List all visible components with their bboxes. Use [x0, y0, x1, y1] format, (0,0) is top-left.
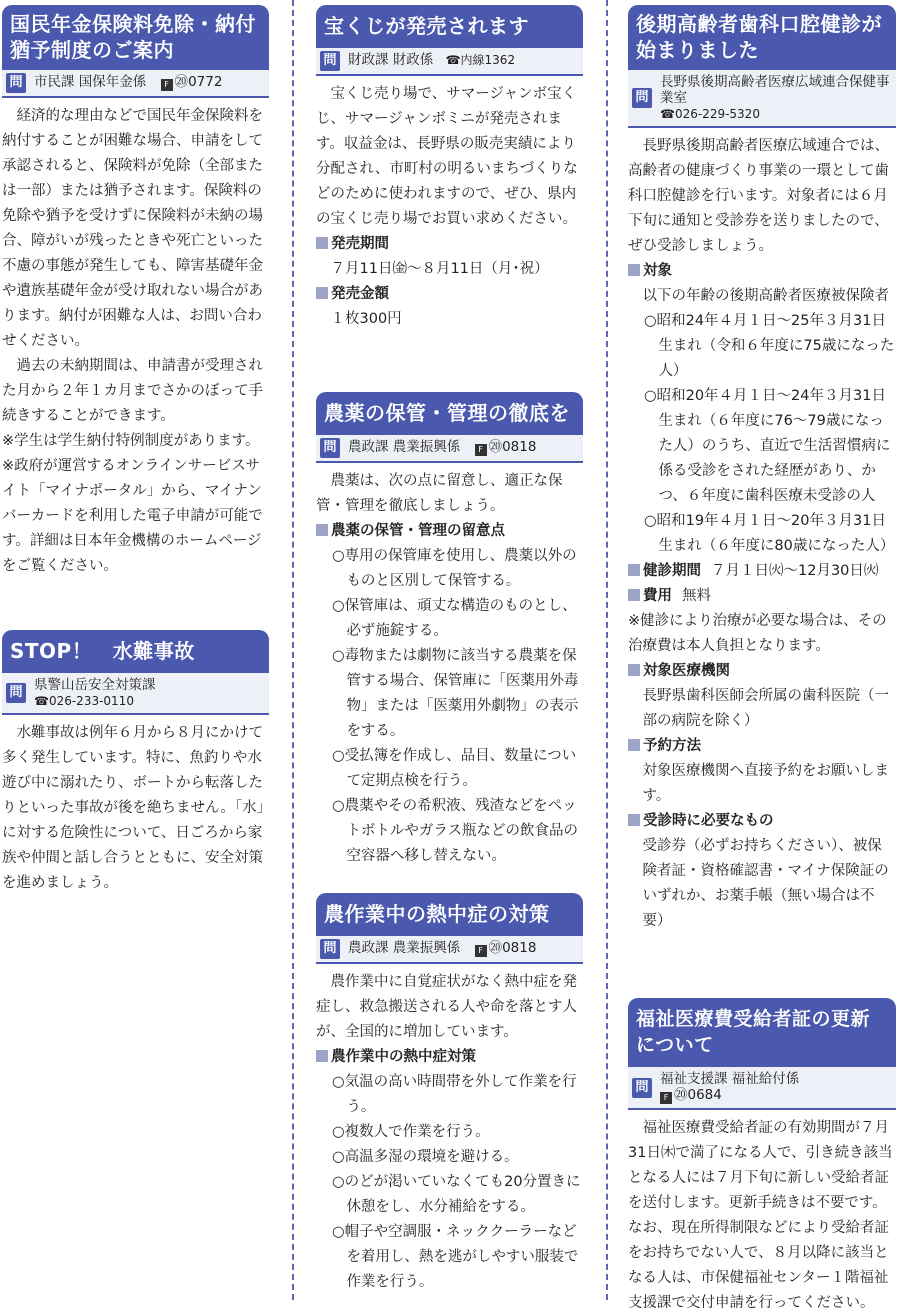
- extension-number: ⑳0772: [174, 74, 223, 90]
- article-body: [628, 1110, 896, 1316]
- list-item: ○保管庫は、頑丈な構造のものとし、必ず施錠する。: [331, 598, 577, 639]
- department-name: 長野県後期高齢者医療広域連合保健事業室: [660, 74, 890, 106]
- checkup-period: ７月１日㈫～12月30日㈫: [711, 563, 879, 579]
- article-body: [628, 128, 896, 934]
- list-item: ○専用の保管庫を使用し、農薬以外のものと区別して保管する。: [331, 548, 577, 589]
- paragraph: 農作業中に自覚症状がなく熱中症を発症し、救急搬送される人や命を落とす人が、全国的に増加しています。: [316, 974, 577, 1040]
- paragraph: 福祉医療費受給者証の有効期間が７月31日㈭で満了になる人で、引き続き該当となる人には７月下旬に新しい受給者証を送付します。更新手続きは不要です。なお、現在所得制限などにより受給者証をお持ちでない人で、８月以降に該当となる人は、市保健福祉センター１階福祉支援課で交付申請を行ってください。: [628, 1120, 893, 1311]
- contact-bar: [628, 1067, 896, 1110]
- article-pesticide: [316, 392, 583, 869]
- article-title: 宝くじが発売されます: [316, 5, 583, 48]
- subheading-label: 健診期間: [643, 563, 701, 579]
- list-item: ○昭和24年４月１日～25年３月31日生まれ（令和６年度に75歳になった人）: [643, 313, 895, 379]
- phone-number: ☎内線1362: [445, 53, 516, 67]
- subheading-label: 費用: [643, 588, 672, 604]
- subheading: 農薬の保管・管理の留意点: [316, 519, 583, 544]
- column-1: [2, 0, 269, 1300]
- note: ※健診により治療が必要な場合は、その治療費は本人負担となります。: [628, 613, 887, 654]
- fax-icon: F: [161, 79, 173, 91]
- inquiry-icon: 問: [320, 51, 340, 71]
- fax-icon: F: [660, 1092, 672, 1104]
- article-title: 農薬の保管・管理の徹底を: [316, 392, 583, 435]
- column-divider: [606, 0, 608, 1300]
- extension-number: ⑳0818: [488, 439, 537, 455]
- phone-number: ☎026-229-5320: [660, 107, 760, 121]
- article-title: 農作業中の熱中症の対策: [316, 893, 583, 936]
- article-water-accident: [2, 630, 269, 896]
- subheading: 農作業中の熱中症対策: [316, 1045, 583, 1070]
- note: ※学生は学生納付特例制度があります。: [2, 433, 260, 449]
- list-item: ○農薬やその希釈液、残渣などをペットボトルやガラス瓶などの飲食品の空容器へ移し替えない。: [331, 798, 579, 864]
- paragraph: 長野県後期高齢者医療広域連合では、高齢者の健康づくり事業の一環として歯科口腔健診を行います。対象者には６月下旬に通知と受診券を送りましたので、ぜひ受診しましょう。: [628, 138, 889, 254]
- department-name: 県警山岳安全対策課: [34, 677, 156, 693]
- institutions: 長野県歯科医師会所属の歯科医院（一部の病院を除く）: [642, 688, 889, 729]
- paragraph: 宝くじ売り場で、サマージャンボ宝くじ、サマージャンボミニが発売されます。収益金は、長野県の販売実績により分配され、市町村の明るいまちづくりなどのために使われますので、ぜひ、県内の宝くじ売り場でお買い求めください。: [316, 86, 578, 227]
- subheading: 対象医療機関: [628, 659, 896, 684]
- subheading: [628, 559, 896, 584]
- reservation: 対象医療機関へ直接予約をお願いします。: [642, 763, 889, 804]
- subheading: 受診時に必要なもの: [628, 809, 896, 834]
- phone-number: ☎026-233-0110: [34, 694, 134, 708]
- contact-bar: [316, 936, 583, 964]
- list-item: ○昭和20年４月１日～24年３月31日生まれ（６年度に76～79歳になった人）のうち、直近で生活習慣病に係る受診をされた経歴があり、かつ、６年度に歯科医療未受診の人: [643, 388, 891, 504]
- contact-bar: [316, 48, 583, 76]
- list-item: ○複数人で作業を行う。: [331, 1124, 490, 1140]
- subheading: 予約方法: [628, 734, 896, 759]
- article-title: 国民年金保険料免除・納付猶予制度のご案内: [2, 5, 269, 70]
- article-dental-checkup: [628, 5, 896, 934]
- article-heatstroke: [316, 893, 583, 1295]
- target-intro: 以下の年齢の後期高齢者医療被保険者: [642, 288, 889, 304]
- list-item: ○のどが渇いていなくても20分置きに休憩をし、水分補給をする。: [331, 1174, 581, 1215]
- column-3: [628, 0, 896, 1311]
- paragraph: 経済的な理由などで国民年金保険料を納付することが困難な場合、申請をして承認されると、保険料が免除（全部または一部）または猶予されます。保険料の免除や猶予を受けずに保険料が未納の場合、障がいが残ったときや死亡といった不慮の事態が発生しても、障害基礎年金や遺族基礎年金が受け取れない場合があります。納付が困難な人は、お問い合わせください。: [2, 108, 263, 349]
- list-item: ○気温の高い時間帯を外して作業を行う。: [331, 1074, 577, 1115]
- department-name: 農政課 農業振興係: [348, 439, 461, 455]
- subheading: 発売金額: [316, 282, 583, 307]
- column-2: [316, 0, 583, 1300]
- subheading: [628, 584, 896, 609]
- list-item: ○帽子や空調服・ネッククーラーなどを着用し、熱を逃がしやすい服装で作業を行う。: [331, 1224, 579, 1290]
- fax-icon: F: [475, 945, 487, 957]
- department-name: 財政課 財政係: [348, 52, 434, 68]
- inquiry-icon: 問: [320, 438, 340, 458]
- article-title: 後期高齢者歯科口腔健診が始まりました: [628, 5, 896, 70]
- department-name: 市民課 国保年金係: [34, 74, 147, 90]
- sale-period: ７月11日㈮～８月11日（月･祝）: [330, 261, 549, 277]
- list-item: ○毒物または劇物に該当する農薬を保管する場合、保管庫に「医薬用外毒物」または「医薬用外劇物」の表示をする。: [331, 648, 579, 739]
- inquiry-icon: 問: [632, 88, 652, 108]
- inquiry-icon: 問: [320, 939, 340, 959]
- subheading: 対象: [628, 259, 896, 284]
- inquiry-icon: 問: [632, 1078, 652, 1098]
- subheading: 発売期間: [316, 232, 583, 257]
- department-name: 福祉支援課 福祉給付係: [660, 1071, 800, 1087]
- fee: 無料: [682, 588, 711, 604]
- fax-icon: F: [475, 444, 487, 456]
- contact-bar: [2, 673, 269, 715]
- extension-number: ⑳0818: [488, 940, 537, 956]
- inquiry-icon: 問: [6, 73, 26, 93]
- article-welfare-card: [628, 998, 896, 1316]
- paragraph: 農薬は、次の点に留意し、適正な保管・管理を徹底しましょう。: [316, 473, 563, 514]
- article-lottery: [316, 5, 583, 332]
- article-body: [316, 76, 583, 332]
- article-title: STOP！ 水難事故: [2, 630, 269, 673]
- article-pension: [2, 5, 269, 579]
- price: １枚300円: [330, 311, 402, 327]
- article-body: [2, 98, 269, 579]
- column-divider: [292, 0, 294, 1300]
- required-items: 受診券（必ずお持ちください）、被保険者証・資格確認書・マイナ保険証のいずれか、お薬手帳（無い場合は不要）: [642, 838, 889, 929]
- list-item: ○高温多湿の環境を避ける。: [331, 1149, 519, 1165]
- inquiry-icon: 問: [6, 683, 26, 703]
- article-body: [316, 463, 583, 869]
- paragraph: 過去の未納期間は、申請書が受理された月から２年１カ月までさかのぼって手続きすることができます。: [2, 358, 263, 424]
- paragraph: 水難事故は例年６月から８月にかけて多く発生しています。特に、魚釣りや水遊び中に溺れたり、ボートから転落したりといった事故が後を絶ちません。「水」に対する危険性について、日ごろから家族や仲間と話し合うとともに、安全対策を進めましょう。: [2, 725, 264, 891]
- contact-bar: [628, 70, 896, 128]
- contact-bar: [316, 435, 583, 463]
- note: ※政府が運営するオンラインサービスサイト「マイナポータル」から、マイナンバーカードを利用した電子申請が可能です。詳細は日本年金機構のホームページをご覧ください。: [2, 458, 263, 574]
- article-body: [2, 715, 269, 896]
- department-name: 農政課 農業振興係: [348, 940, 461, 956]
- contact-bar: [2, 70, 269, 98]
- article-body: [316, 964, 583, 1295]
- list-item: ○昭和19年４月１日～20年３月31日生まれ（６年度に80歳になった人）: [643, 513, 895, 554]
- article-title: 福祉医療費受給者証の更新について: [628, 998, 896, 1067]
- extension-number: ⑳0684: [674, 1087, 722, 1103]
- list-item: ○受払簿を作成し、品目、数量について定期点検を行う。: [331, 748, 577, 789]
